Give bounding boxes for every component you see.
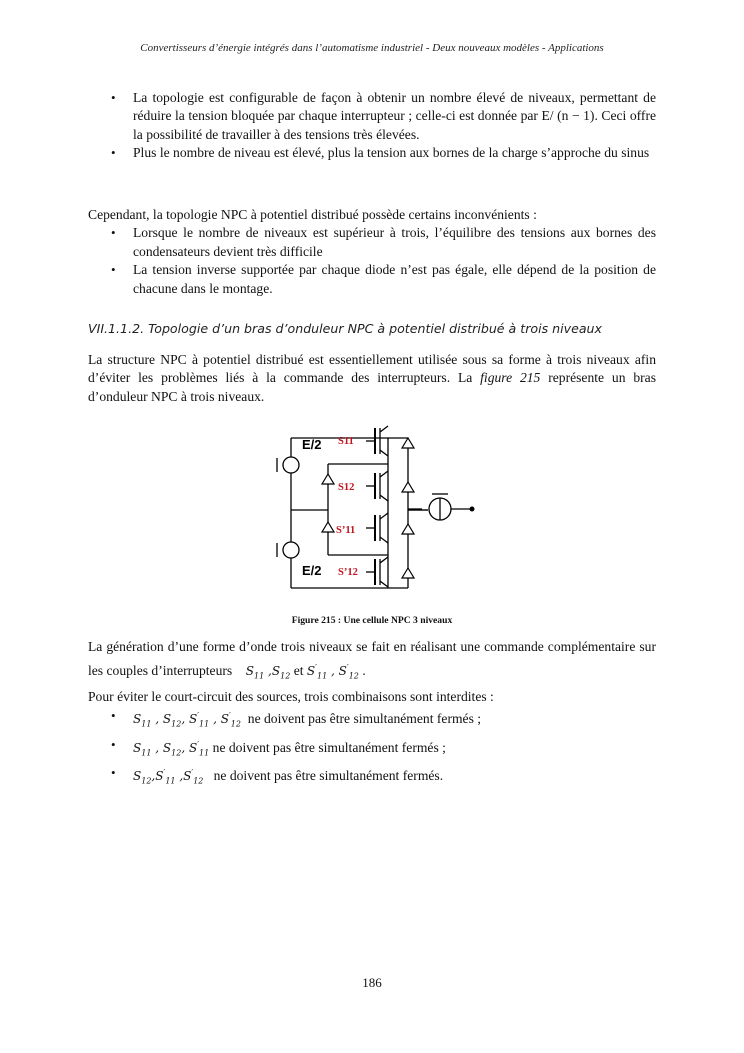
clamp-diode-icon bbox=[322, 474, 334, 484]
figure-caption: Figure 215 : Une cellule NPC 3 niveaux bbox=[291, 615, 453, 626]
bullet-icon: • bbox=[111, 90, 116, 105]
paragraph-text: La structure NPC à potentiel distribué est essentiellement utilisée sous sa forme à trois niveaux afin d’éviter les problèmes liés à la commande des interrupteurs. La bbox=[88, 352, 656, 386]
npc-circuit-diagram bbox=[268, 420, 428, 598]
paragraph: Cependant, la topologie NPC à potentiel distribué possède certains inconvénients : bbox=[88, 207, 537, 222]
list-item: • $S_{12},S'_{11}$ $,S'_{12}$ ne doivent pas être simultanément fermés. bbox=[111, 765, 444, 786]
e2-bottom-label: E/2 bbox=[302, 563, 322, 578]
list-item-text: Lorsque le nombre de niveaux est supérieur à trois, l’équilibre des tensions aux bornes des condensateurs devient très difficile bbox=[133, 225, 656, 259]
diode-icon bbox=[402, 568, 414, 578]
paragraph: Pour éviter le court-circuit des sources, trois combinaisons sont interdites : bbox=[88, 689, 494, 704]
voltage-source-bottom-icon bbox=[283, 542, 299, 558]
list-item bbox=[88, 144, 656, 162]
minus-operator: − bbox=[571, 108, 580, 124]
bullet-list-advantages bbox=[88, 89, 656, 163]
list-item-text: Plus le nombre de niveau est élevé, plus la tension aux bornes de la charge s’approche du sinus bbox=[133, 145, 650, 161]
paragraph-generation: La génération d’une forme d’onde trois niveaux se fait en réalisant une commande complémentaire sur les couples d’interrupteurs $S_{11}$ $,S_{12}$ et $S'_{11}$ , $S'_{12}$ . bbox=[88, 639, 656, 681]
forbidden-combinations bbox=[88, 688, 656, 792]
paragraph-text-end: représente un bras d’onduleur NPC à trois niveaux. bbox=[88, 370, 656, 404]
e2-top-label: E/2 bbox=[302, 437, 322, 452]
list-item-text-end: 1). Ceci offre la possibilité de travailler à des tensions très élevées. bbox=[133, 108, 657, 142]
section-heading: VII.1.1.2. Topologie d’un bras d’onduleur NPC à potentiel distribué à trois niveaux bbox=[88, 321, 602, 336]
diode-icon bbox=[402, 438, 414, 448]
list-item bbox=[88, 89, 656, 144]
bullet-icon: • bbox=[111, 262, 116, 278]
bullet-icon: • bbox=[111, 225, 116, 241]
clamp-diode-icon bbox=[322, 522, 334, 532]
list-item-text: ne doivent pas être simultanément fermés. bbox=[213, 768, 444, 784]
inconvenients-block bbox=[88, 206, 656, 298]
switch-label-s11: S11 bbox=[338, 436, 354, 447]
paragraph-structure bbox=[88, 351, 656, 406]
list-item bbox=[88, 261, 656, 298]
bullet-icon: • bbox=[111, 708, 116, 724]
switch-couples-formula: $S_{11}$ $,S_{12}$ bbox=[245, 664, 291, 681]
bullet-icon: • bbox=[111, 765, 116, 781]
bullet-icon: • bbox=[111, 145, 116, 161]
switch-label-sp11: S’11 bbox=[336, 525, 356, 536]
output-current-source bbox=[408, 492, 478, 526]
bullet-icon: • bbox=[111, 736, 116, 752]
diode-icon bbox=[402, 482, 414, 492]
list-item-text: ne doivent pas être simultanément fermés ; bbox=[212, 739, 446, 755]
switch-couples-formula-prime: $S'_{11}$ , $S'_{12}$ bbox=[306, 663, 359, 681]
voltage-source-top-icon bbox=[283, 457, 299, 473]
conjunction: et bbox=[293, 663, 304, 678]
list-item-text: La tension inverse supportée par chaque diode n’est pas égale, elle dépend de la position de chacune dans le montage. bbox=[133, 262, 656, 296]
output-terminal-icon bbox=[470, 507, 475, 512]
list-item-text: La topologie est configurable de façon à obtenir un nombre élevé de niveaux, permettant de réduire la tension bloquée par chaque interrupteur ; celle-ci est donnée par E/ (n bbox=[133, 90, 656, 124]
switch-label-s12: S12 bbox=[338, 482, 355, 493]
list-item bbox=[88, 224, 656, 261]
page-number: 186 bbox=[362, 975, 382, 990]
switch-label-sp12: S’12 bbox=[338, 567, 358, 578]
list-item-text: ne doivent pas être simultanément fermés ; bbox=[247, 711, 482, 727]
figure-reference: figure 215 bbox=[480, 370, 541, 386]
paragraph-text: La génération d’une forme d’onde trois niveaux se fait en réalisant une commande complémentaire sur les couples d’interrupteurs bbox=[88, 639, 656, 678]
list-item: • $S_{11}$ , $S_{12}$, $S'_{11}$ , $S'_{12}$ ne doivent pas être simultanément fermés ; bbox=[111, 708, 482, 729]
running-header: Convertisseurs d’énergie intégrés dans l’automatisme industriel - Deux nouveaux modèles - Applications bbox=[140, 42, 604, 54]
list-item: • $S_{11}$ , $S_{12}$, $S'_{11}$ ne doivent pas être simultanément fermés ; bbox=[111, 736, 446, 758]
